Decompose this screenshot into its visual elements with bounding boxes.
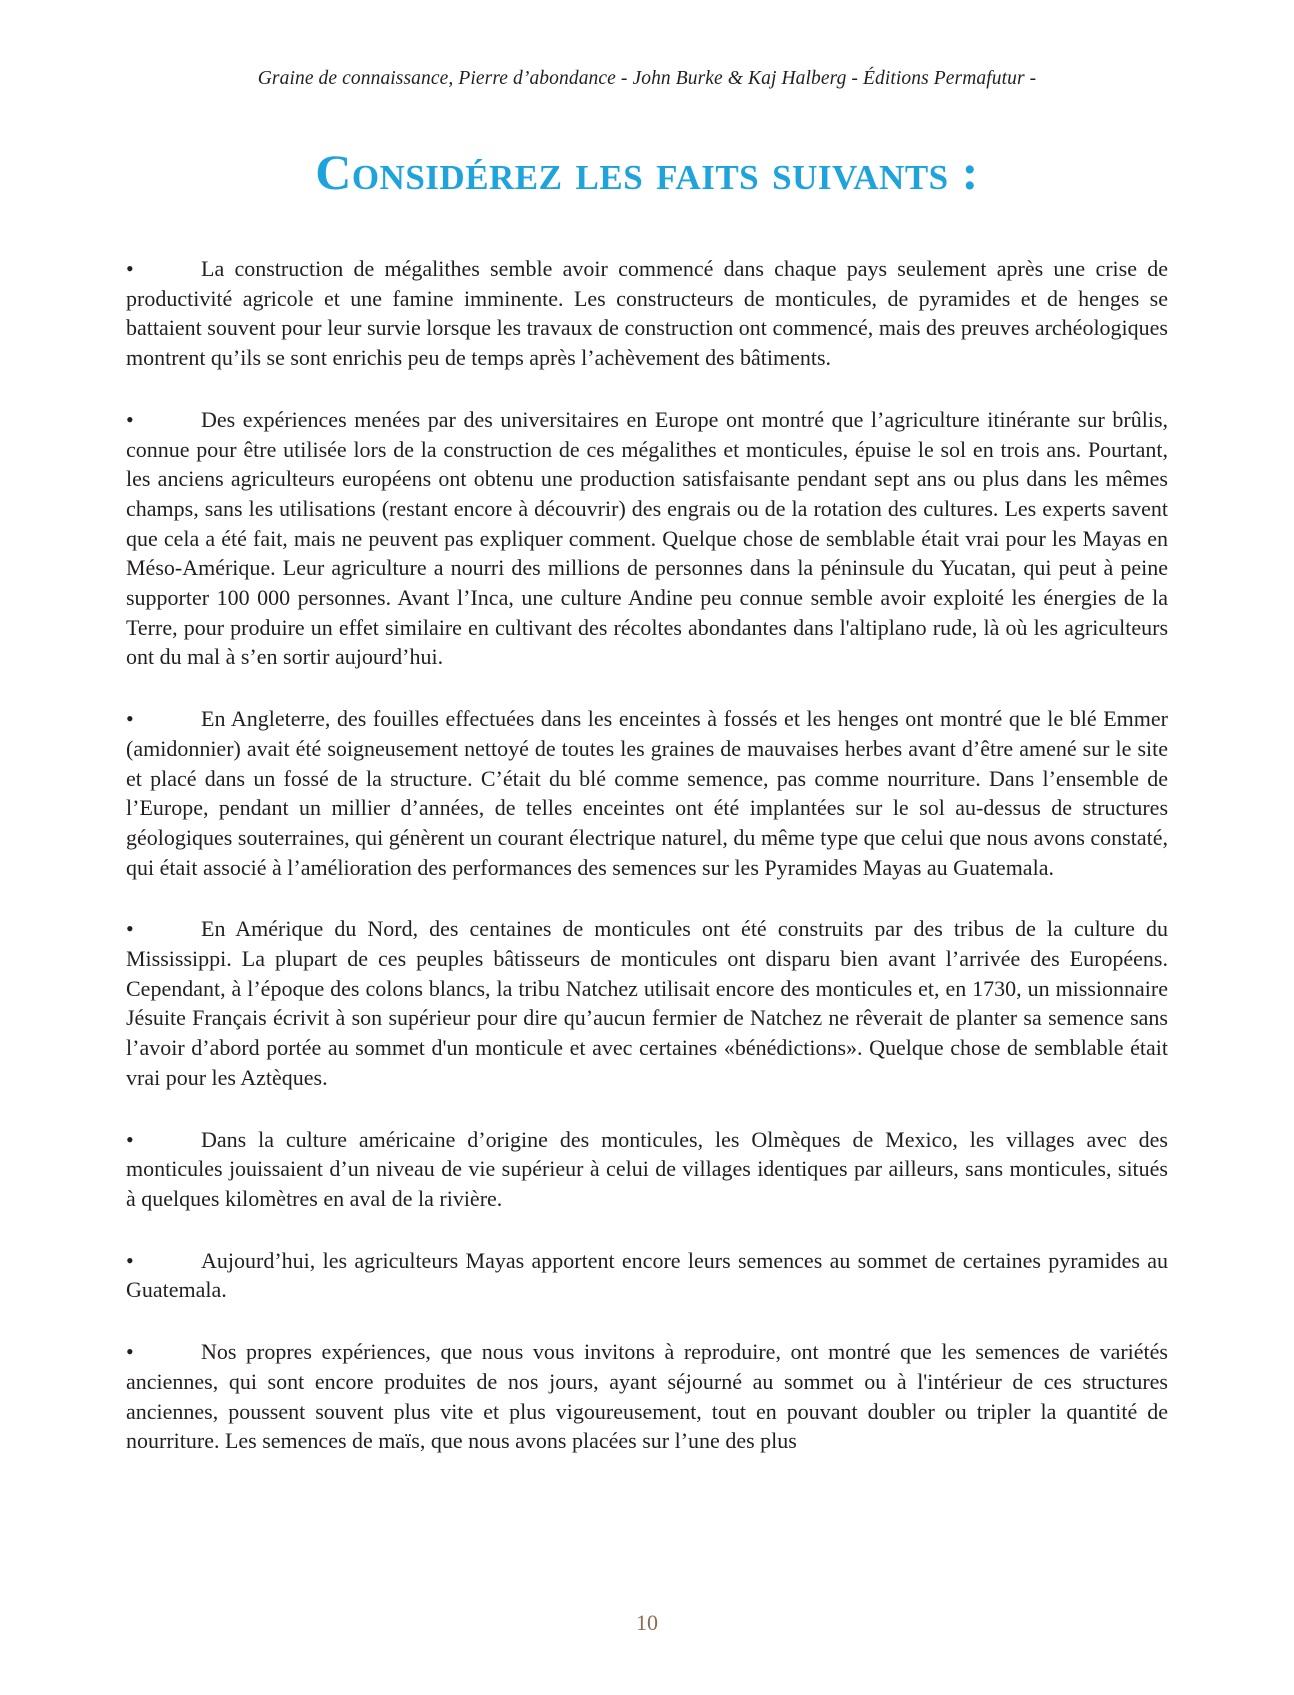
bullet-icon: • [126,1339,134,1365]
bullet-icon: • [126,706,134,732]
fact-text: La construction de mégalithes semble avoir commencé dans chaque pays seulement après une crise de productivité agricole et une famine imminente. Les constructeurs de monticules, de pyramides et de henges se battaient souvent pour leur survie lorsque les travaux de construction ont commencé, mais des preuves archéologiques montrent qu’ils se sont enrichis peu de temps après l’achèvement des bâtiments. [126,256,1168,371]
bullet-icon: • [126,1126,134,1152]
fact-text: Aujourd’hui, les agriculteurs Mayas apportent encore leurs semences au sommet de certaines pyramides au Guatemala. [126,1247,1168,1303]
facts-list [126,254,1168,1488]
bullet-icon: • [126,256,134,281]
page-title: Considérez les faits suivants : [315,144,979,200]
fact-item [126,254,1168,373]
fact-text: Des expériences menées par des universitaires en Europe ont montré que l’agriculture itinérante sur brûlis, connue pour être utilisée lors de la construction de ces mégalithes et monticules, épuise le sol en trois ans. Pourtant, les anciens agriculteurs européens ont obtenu une production satisfaisante pendant sept ans ou plus dans les mêmes champs, sans les utilisations (restant encore à découvrir) des engrais ou de la rotation des cultures. Les experts savent que cela a été fait, mais ne peuvent pas expliquer comment. Quelque chose de semblable était vrai pour les Mayas en Méso-Amérique. Leur agriculture a nourri des millions de personnes dans la péninsule du Yucatan, qui peut à peine supporter 100 000 personnes. Avant l’Inca, une culture Andine peu connue semble avoir exploité les énergies de la Terre, pour produire un effet similaire en cultivant des récoltes abondantes dans l'altiplano rude, là où les agriculteurs ont du mal à s’en sortir aujourd’hui. [126,406,1168,670]
running-header: Graine de connaissance, Pierre d’abondance - John Burke & Kaj Halberg - Éditions Permafutur - [257,68,1037,89]
bullet-icon: • [126,916,134,942]
fact-text: Nos propres expériences, que nous vous invitons à reproduire, ont montré que les semences de variétés anciennes, qui sont encore produites de nos jours, ayant séjourné au sommet ou à l'intérieur de ces structures anciennes, poussent souvent plus vite et plus vigoureusement, tout en pouvant doubler ou tripler la quantité de nourriture. Les semences de maïs, que nous avons placées sur l’une des plus [126,1339,1168,1454]
fact-text: Dans la culture américaine d’origine des monticules, les Olmèques de Mexico, les villages avec des monticules jouissaient d’un niveau de vie supérieur à celui de villages identiques par ailleurs, sans monticules, situés à quelques kilomètres en aval de la rivière. [126,1126,1168,1211]
fact-item [126,1337,1168,1456]
fact-item [126,1246,1168,1305]
fact-item [126,1125,1168,1214]
bullet-icon: • [126,406,134,432]
fact-text: En Amérique du Nord, des centaines de monticules ont été construits par des tribus de la culture du Mississippi. La plupart de ces peuples bâtisseurs de monticules ont disparu bien avant l’arrivée des Européens. Cependant, à l’époque des colons blancs, la tribu Natchez utilisait encore des monticules et, en 1730, un missionnaire Jésuite Français écrivit à son supérieur pour dire qu’aucun fermier de Natchez ne rêverait de planter sa semence sans l’avoir d’abord portée au sommet d'un monticule et avec certaines «bénédictions». Quelque chose de semblable était vrai pour les Aztèques. [126,916,1168,1090]
page-number: 10 [636,1610,658,1635]
fact-item [126,704,1168,882]
fact-item [126,405,1168,672]
bullet-icon: • [126,1247,134,1273]
fact-item [126,914,1168,1092]
fact-text: En Angleterre, des fouilles effectuées dans les enceintes à fossés et les henges ont montré que le blé Emmer (amidonnier) avait été soigneusement nettoyé de toutes les graines de mauvaises herbes avant d’être amené sur le site et placé dans un fossé de la structure. C’était du blé comme semence, pas comme nourriture. Dans l’ensemble de l’Europe, pendant un millier d’années, de telles enceintes ont été implantées sur le sol au-dessus de structures géologiques souterraines, qui génèrent un courant électrique naturel, du même type que celui que nous avons constaté, qui était associé à l’amélioration des performances des semences sur les Pyramides Mayas au Guatemala. [126,706,1168,880]
